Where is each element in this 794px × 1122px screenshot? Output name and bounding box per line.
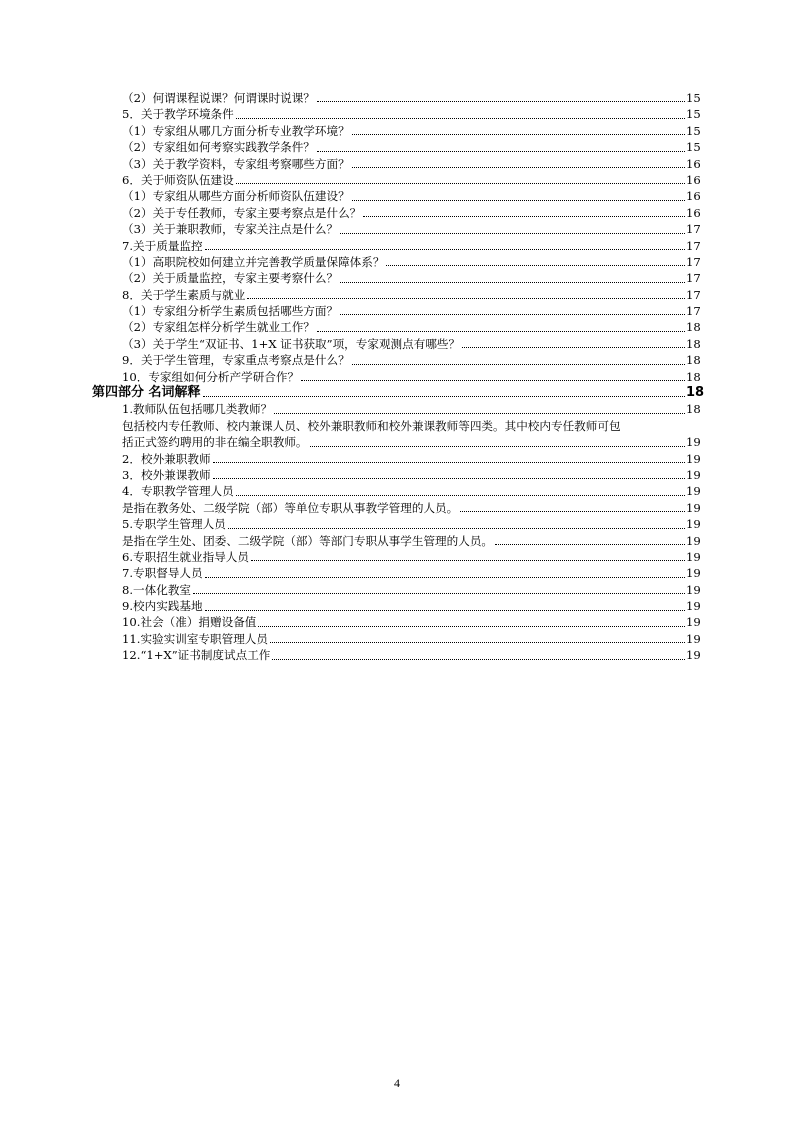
- toc-page-number: 18: [686, 385, 705, 401]
- toc-page-number: 19: [686, 631, 701, 646]
- toc-entry-title: 是指在教务处、二级学院（部）等单位专职从事教学管理的人员。: [122, 500, 459, 515]
- toc-page-number: 19: [686, 500, 701, 515]
- toc-entry-title: 11.实验实训室专职管理人员: [122, 631, 268, 646]
- toc-entry[interactable]: [92, 533, 700, 549]
- toc-entry-title: 5.专职学生管理人员: [122, 517, 226, 532]
- toc-dot-leader: [460, 510, 685, 512]
- toc-page-number: 19: [686, 648, 701, 663]
- toc-dot-leader: [462, 346, 685, 348]
- toc-dot-leader: [301, 379, 685, 381]
- toc-page-number: 15: [686, 140, 701, 155]
- toc-entry[interactable]: [92, 90, 700, 106]
- toc-dot-leader: [340, 281, 685, 283]
- toc-entry-title: 包括校内专任教师、校内兼课人员、校外兼职教师和校外兼课教师等四类。其中校内专任教师可包: [122, 418, 621, 433]
- toc-dot-leader: [203, 395, 685, 397]
- toc-page-number: 17: [686, 238, 701, 253]
- toc-entry-title: 7.关于质量监控: [122, 238, 203, 253]
- toc-dot-leader: [310, 445, 685, 447]
- toc-dot-leader: [228, 527, 685, 529]
- toc-entry-title: 1.教师队伍包括哪几类教师？: [122, 402, 273, 417]
- toc-dot-leader: [352, 133, 685, 135]
- toc-entry-title: （3）关于教学资料，专家组考察哪些方面？: [122, 156, 350, 171]
- toc-entry[interactable]: [92, 221, 700, 237]
- toc-entry-title: （1）专家组从哪些方面分析师资队伍建设？: [122, 189, 350, 204]
- toc-page-number: 18: [686, 320, 701, 335]
- toc-dot-leader: [340, 313, 685, 315]
- toc-entry-title: 10.社会（准）捐赠设备值: [122, 615, 257, 630]
- toc-dot-leader: [236, 494, 685, 496]
- toc-entry[interactable]: [92, 565, 700, 581]
- toc-entry-title: 12.“1+X”证书制度试点工作: [122, 648, 271, 663]
- toc-entry-title: （2）关于专任教师，专家主要考察点是什么？: [122, 205, 362, 220]
- toc-page-number: 16: [686, 156, 701, 171]
- toc-entry-title: 8．关于学生素质与就业: [122, 287, 246, 302]
- toc-entry-title: 4．专职教学管理人员: [122, 484, 234, 499]
- toc-page-number: 17: [686, 222, 701, 237]
- toc-entry[interactable]: [92, 516, 700, 532]
- toc-page-number: 16: [686, 189, 701, 204]
- toc-dot-leader: [274, 412, 685, 414]
- toc-entry[interactable]: [92, 467, 700, 483]
- toc-dot-leader: [363, 215, 685, 217]
- toc-entry[interactable]: [92, 156, 700, 172]
- toc-dot-leader: [386, 264, 685, 266]
- toc-entry-title: 6．关于师资队伍建设: [122, 172, 234, 187]
- toc-dot-leader: [270, 641, 685, 643]
- toc-dot-leader: [352, 199, 685, 201]
- toc-entry[interactable]: [92, 615, 700, 631]
- toc-entry[interactable]: [92, 598, 700, 614]
- toc-page-number: 17: [686, 254, 701, 269]
- toc-page-number: 18: [686, 336, 701, 351]
- toc-entry-title: 6.专职招生就业指导人员: [122, 549, 249, 564]
- toc-entry[interactable]: [92, 287, 700, 303]
- toc-entry-title: （2）关于质量监控，专家主要考察什么？: [122, 271, 339, 286]
- toc-entry-title: （1）专家组从哪几方面分析专业教学环境？: [122, 123, 350, 138]
- toc-entry-title: 3．校外兼课教师: [122, 467, 211, 482]
- toc-entry[interactable]: [92, 139, 700, 155]
- toc-dot-leader: [205, 248, 685, 250]
- toc-entry-title: 第四部分 名词解释: [92, 385, 201, 401]
- toc-page-number: 18: [686, 402, 701, 417]
- toc-dot-leader: [258, 625, 685, 627]
- toc-entry[interactable]: [92, 352, 700, 368]
- toc-entry-title: 8.一体化教室: [122, 582, 192, 597]
- toc-entry[interactable]: [92, 483, 700, 499]
- toc-page-number: 19: [686, 566, 701, 581]
- toc-page-number: 19: [686, 451, 701, 466]
- toc-dot-leader: [272, 658, 685, 660]
- toc-entry[interactable]: [92, 549, 700, 565]
- toc-entry[interactable]: [92, 123, 700, 139]
- toc-entry-title: （3）关于兼职教师，专家关注点是什么？: [122, 222, 339, 237]
- toc-entry[interactable]: [92, 238, 700, 254]
- toc-page-number: 15: [686, 107, 701, 122]
- toc-entry[interactable]: [92, 631, 700, 647]
- toc-entry-title: （2）何谓课程说课？何谓课时说课？: [122, 90, 315, 105]
- toc-dot-leader: [193, 592, 685, 594]
- toc-heading[interactable]: [92, 385, 705, 401]
- toc-entry[interactable]: [92, 418, 700, 434]
- toc-dot-leader: [317, 330, 685, 332]
- page-number: 4: [394, 1076, 400, 1090]
- toc-page-number: 15: [686, 90, 701, 105]
- toc-page-number: 17: [686, 287, 701, 302]
- toc-entry-title: （3）关于学生“双证书、1+X 证书获取”项，专家观测点有哪些？: [122, 336, 461, 351]
- toc-entry-title: 5．关于教学环境条件: [122, 107, 234, 122]
- toc-page-number: 16: [686, 172, 701, 187]
- toc-page-number: 19: [686, 615, 701, 630]
- toc-page-number: 15: [686, 123, 701, 138]
- toc-entry[interactable]: [92, 254, 700, 270]
- toc-entry-title: （1）高职院校如何建立并完善教学质量保障体系？: [122, 254, 385, 269]
- toc-entry[interactable]: [92, 319, 700, 335]
- toc-entry-title: 9.校内实践基地: [122, 599, 203, 614]
- toc-dot-leader: [205, 609, 685, 611]
- toc-page-number: 18: [686, 369, 701, 384]
- toc-dot-leader: [213, 461, 685, 463]
- toc-page-number: 19: [686, 517, 701, 532]
- toc-page-number: 19: [686, 549, 701, 564]
- table-of-contents: [92, 90, 705, 664]
- toc-entry[interactable]: [92, 106, 700, 122]
- toc-dot-leader: [247, 297, 685, 299]
- toc-page-number: 19: [686, 467, 701, 482]
- toc-entry[interactable]: [92, 401, 700, 417]
- toc-entry[interactable]: [92, 500, 700, 516]
- toc-dot-leader: [236, 117, 685, 119]
- toc-page-number: 19: [686, 533, 701, 548]
- toc-entry-title: （1）专家组分析学生素质包括哪些方面？: [122, 304, 339, 319]
- toc-page-number: 19: [686, 484, 701, 499]
- toc-dot-leader: [352, 363, 685, 365]
- toc-dot-leader: [213, 477, 685, 479]
- toc-entry-title: 括正式签约聘用的非在编全职教师。: [122, 435, 308, 450]
- toc-dot-leader: [352, 166, 685, 168]
- toc-page-number: 19: [686, 435, 701, 450]
- toc-page-number: 16: [686, 205, 701, 220]
- toc-entry[interactable]: [92, 647, 700, 663]
- toc-entry[interactable]: [92, 336, 700, 352]
- toc-entry-title: 2．校外兼职教师: [122, 451, 211, 466]
- toc-entry-title: （2）专家组怎样分析学生就业工作？: [122, 320, 315, 335]
- toc-dot-leader: [495, 543, 685, 545]
- toc-entry-title: 7.专职督导人员: [122, 566, 203, 581]
- toc-entry[interactable]: [92, 270, 700, 286]
- toc-entry[interactable]: [92, 451, 700, 467]
- toc-dot-leader: [251, 559, 685, 561]
- toc-entry-title: 9．关于学生管理，专家重点考察点是什么？: [122, 353, 350, 368]
- toc-entry[interactable]: [92, 188, 700, 204]
- toc-entry[interactable]: [92, 205, 700, 221]
- toc-entry[interactable]: [92, 582, 700, 598]
- toc-page-number: 17: [686, 271, 701, 286]
- toc-dot-leader: [236, 182, 685, 184]
- toc-page-number: 17: [686, 304, 701, 319]
- toc-entry-title: 10．专家组如何分析产学研合作？: [122, 369, 300, 384]
- toc-entry[interactable]: [92, 369, 700, 385]
- toc-dot-leader: [340, 232, 685, 234]
- toc-entry[interactable]: [92, 303, 700, 319]
- toc-entry-title: 是指在学生处、团委、二级学院（部）等部门专职从事学生管理的人员。: [122, 533, 494, 548]
- toc-page-number: 19: [686, 582, 701, 597]
- toc-entry[interactable]: [92, 172, 700, 188]
- toc-entry[interactable]: [92, 434, 700, 450]
- toc-entry-title: （2）专家组如何考察实践教学条件？: [122, 140, 315, 155]
- toc-page-number: 19: [686, 599, 701, 614]
- toc-dot-leader: [317, 150, 685, 152]
- toc-dot-leader: [317, 100, 685, 102]
- toc-page-number: 18: [686, 353, 701, 368]
- toc-dot-leader: [205, 576, 685, 578]
